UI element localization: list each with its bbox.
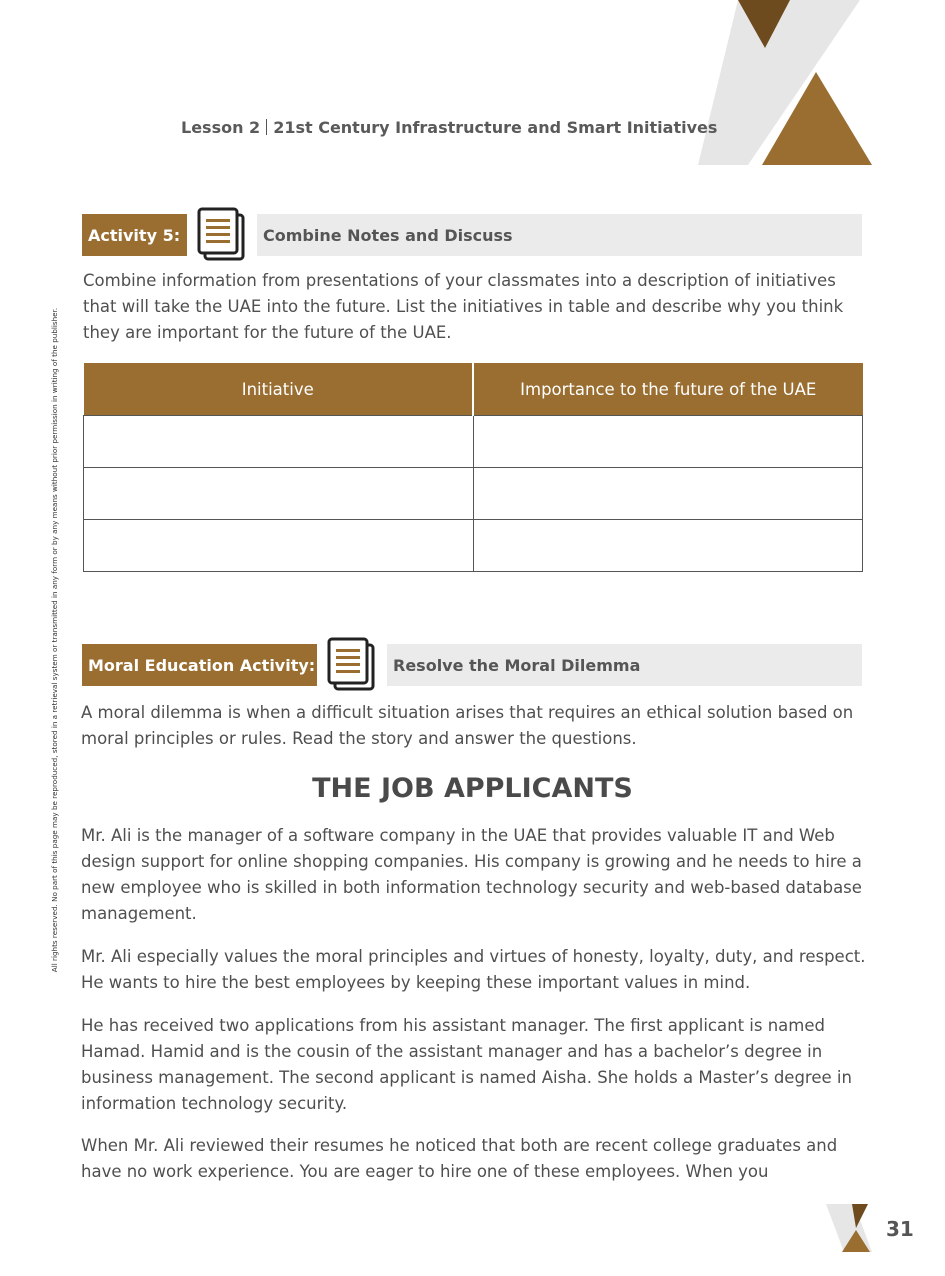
moral-activity-badge: Moral Education Activity: — [82, 644, 317, 686]
table-cell[interactable] — [473, 468, 863, 520]
column-header-importance: Importance to the future of the UAE — [473, 363, 863, 416]
table-cell[interactable] — [84, 468, 474, 520]
story-paragraph: When Mr. Ali reviewed their resumes he noticed that both are recent college graduates and have no work experience. You are eager to hire one of these employees. When you — [81, 1136, 838, 1181]
table-cell[interactable] — [473, 520, 863, 572]
table-cell[interactable] — [473, 416, 863, 468]
document-icon — [326, 636, 378, 692]
table-cell[interactable] — [84, 520, 474, 572]
story-paragraph: Mr. Ali is the manager of a software company in the UAE that provides valuable IT and Web design support for online shopping companies. His company is growing and he needs to hire a new employee who is skilled in both information technology security and web-based database management. — [81, 826, 862, 923]
initiatives-table — [83, 363, 863, 572]
copyright-note: All rights reserved. No part of this page may be reproduced, stored in a retrieval system or transmitted in any form or by any means without prior permission in writing of the publisher. — [50, 307, 59, 973]
moral-activity-intro: A moral dilemma is when a difficult situation arises that requires an ethical solution based on moral principles or rules. Read the story and answer the questions. — [81, 703, 854, 748]
header-divider — [266, 119, 267, 135]
story-paragraph: He has received two applications from his assistant manager. The first applicant is named Hamad. Hamid and is the cousin of the assistant manager and has a bachelor’s degree in business management. The second applicant is named Aisha. She holds a Master’s degree in information technology security. — [81, 1016, 852, 1113]
table-row — [84, 468, 863, 520]
activity-5-instructions: Combine information from presentations of your classmates into a description of initiatives that will take the UAE into the future. List the initiatives in table and describe why you think they are important for the future of the UAE. — [83, 271, 844, 342]
activity-5-title: Combine Notes and Discuss — [257, 214, 862, 256]
activity-5-badge: Activity 5: — [82, 214, 187, 256]
table-row — [84, 520, 863, 572]
story-title: THE JOB APPLICANTS — [312, 773, 633, 804]
column-header-initiative: Initiative — [84, 363, 474, 416]
table-header-row — [84, 363, 863, 416]
moral-activity-title: Resolve the Moral Dilemma — [387, 644, 862, 686]
lesson-title: 21st Century Infrastructure and Smart Initiatives — [273, 118, 718, 137]
lesson-header — [181, 118, 717, 137]
page-number: 31 — [886, 1217, 914, 1241]
decorative-x-graphic — [690, 0, 880, 170]
decorative-x-icon — [826, 1204, 872, 1252]
story-paragraph: Mr. Ali especially values the moral principles and virtues of honesty, loyalty, duty, and respect. He wants to hire the best employees by keeping these important values in mind. — [81, 947, 866, 992]
table-row — [84, 416, 863, 468]
document-icon — [196, 206, 248, 262]
lesson-label: Lesson 2 — [181, 118, 261, 137]
table-cell[interactable] — [84, 416, 474, 468]
